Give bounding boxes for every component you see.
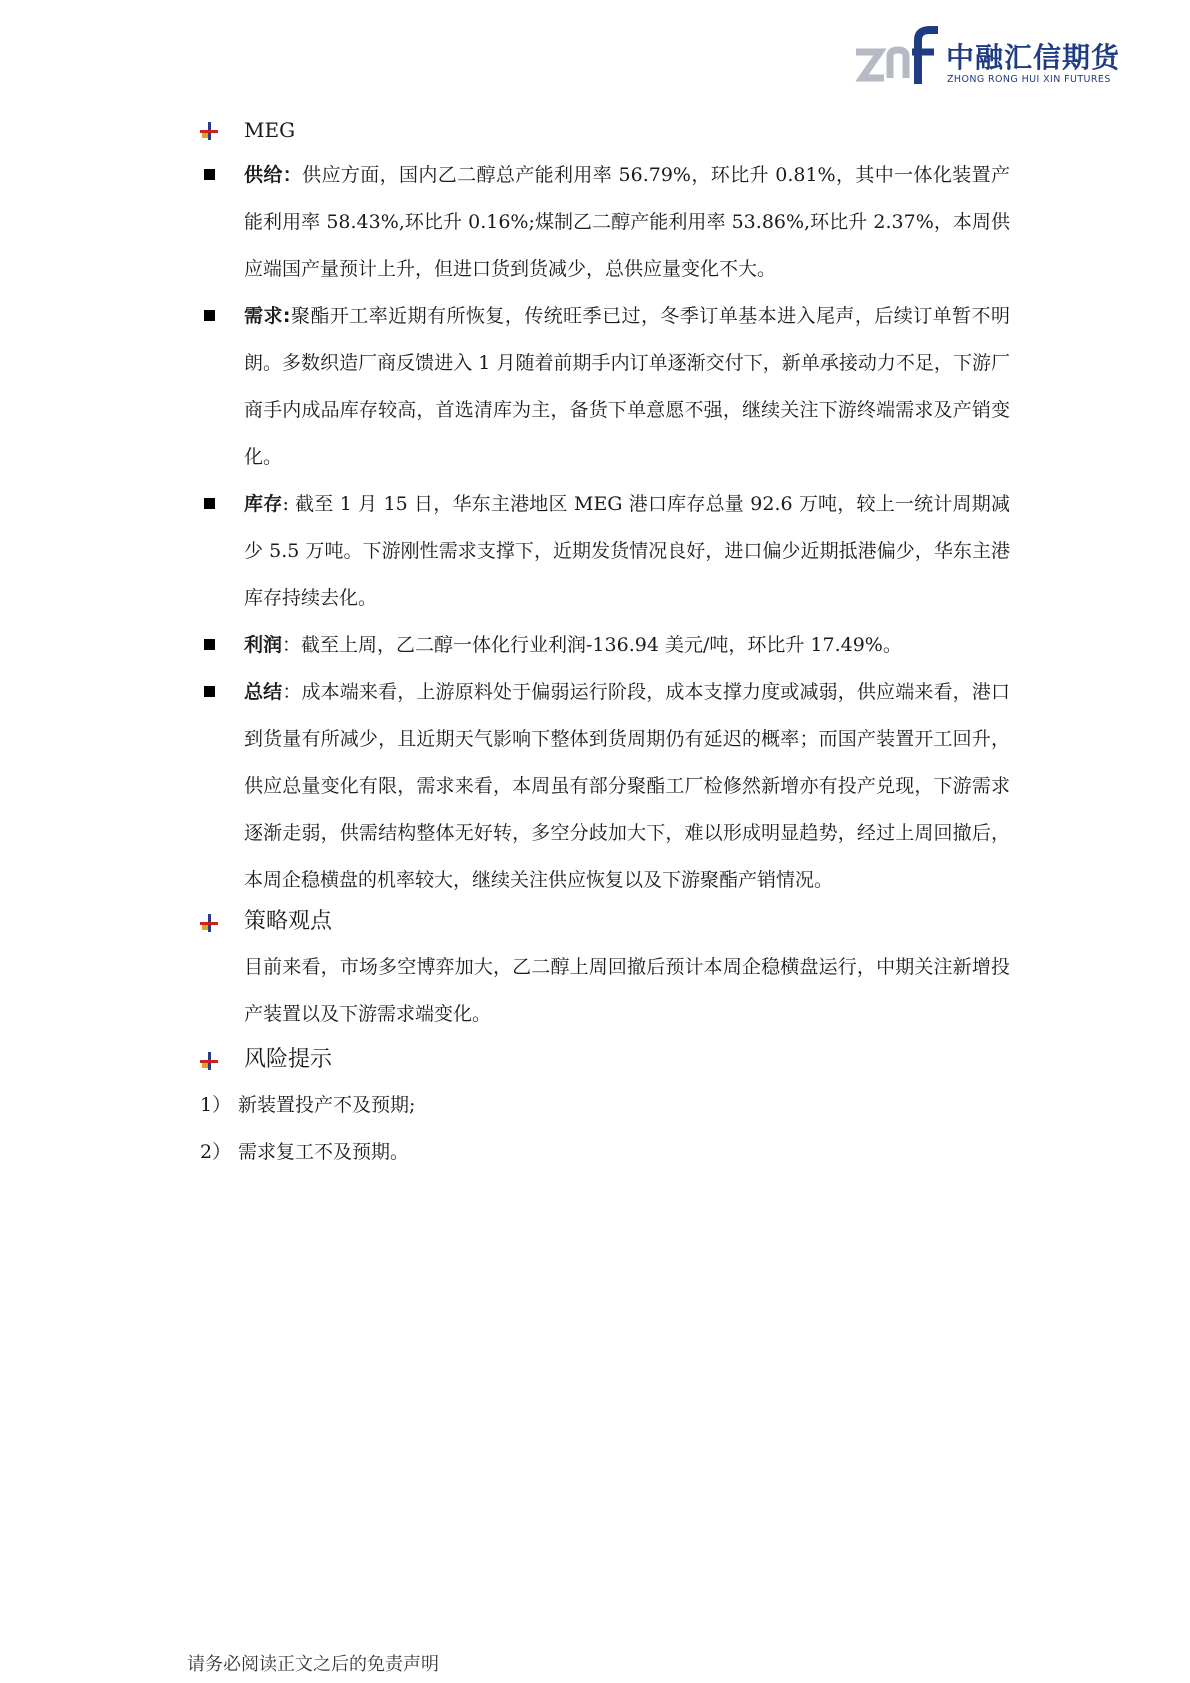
square-bullet-icon <box>204 169 215 180</box>
square-bullet-icon <box>204 686 215 697</box>
section-title: MEG <box>244 118 296 142</box>
section-title: 策略观点 <box>244 909 333 934</box>
logo-english-name: ZHONG RONG HUI XIN FUTURES <box>947 74 1111 85</box>
logo-chinese-name: 中融汇信期货 <box>946 41 1121 74</box>
bullet-demand <box>200 293 1010 481</box>
risk-number: 2） <box>200 1141 232 1163</box>
report-body <box>200 112 1010 1176</box>
bullet-supply <box>200 152 1010 293</box>
risk-text: 需求复工不及预期。 <box>238 1141 410 1163</box>
bullet-inventory <box>200 481 1010 622</box>
bullet-text: 聚酯开工率近期有所恢复，传统旺季已过，冬季订单基本进入尾声，后续订单暂不明朗。多数织造厂商反馈进入 1 月随着前期手内订单逐渐交付下，新单承接动力不足，下游厂商手内成品库存较高，首选清库为主，备货下单意愿不强，继续关注下游终端需求及产销变化。 <box>244 305 1010 468</box>
bullet-text: ：成本端来看，上游原料处于偏弱运行阶段，成本支撑力度或减弱，供应端来看，港口到货量有所减少，且近期天气影响下整体到货周期仍有延迟的概率；而国产装置开工回升，供应总量变化有限，需求来看，本周虽有部分聚酯工厂检修然新增亦有投产兑现，下游需求逐渐走弱，供需结构整体无好转，多空分歧加大下，难以形成明显趋势，经过上周回撤后，本周企稳横盘的机率较大，继续关注供应恢复以及下游聚酯产销情况。 <box>244 681 1010 891</box>
section-heading-meg <box>200 112 1010 148</box>
risk-text: 新装置投产不及预期; <box>238 1094 416 1116</box>
disclaimer-footer: 请务必阅读正文之后的免责声明 <box>187 1654 439 1675</box>
bullet-label: 需求: <box>244 305 291 327</box>
cross-bullet-icon <box>200 122 218 140</box>
cross-bullet-icon <box>200 1052 218 1070</box>
risk-number: 1） <box>200 1094 232 1116</box>
company-logo <box>852 26 1124 90</box>
strategy-paragraph: 目前来看，市场多空博弈加大，乙二醇上周回撤后预计本周企稳横盘运行，中期关注新增投产装置以及下游需求端变化。 <box>244 956 1010 1025</box>
square-bullet-icon <box>204 310 215 321</box>
square-bullet-icon <box>204 639 215 650</box>
bullet-label: 利润 <box>244 634 283 656</box>
risk-item <box>200 1129 1010 1176</box>
bullet-text: ：截至上周，乙二醇一体化行业利润-136.94 美元/吨，环比升 17.49%。 <box>282 634 902 656</box>
bullet-label: 总结 <box>244 681 283 703</box>
section-heading-strategy <box>200 904 1010 940</box>
bullet-summary <box>200 669 1010 904</box>
bullet-profit <box>200 622 1010 669</box>
section-heading-risk <box>200 1042 1010 1078</box>
znf-logo-mark <box>852 26 942 90</box>
section-title: 风险提示 <box>244 1047 333 1072</box>
bullet-label: 库存 <box>244 493 283 515</box>
bullet-text: : 截至 1 月 15 日，华东主港地区 MEG 港口库存总量 92.6 万吨，较上一统计周期减少 5.5 万吨。下游刚性需求支撑下，近期发货情况良好，进口偏少近期抵港偏少，华东主港库存持续去化。 <box>244 493 1010 609</box>
bullet-label: 供给： <box>244 164 303 186</box>
bullet-text: 供应方面，国内乙二醇总产能利用率 56.79%，环比升 0.81%，其中一体化装置产能利用率 58.43%,环比升 0.16%;煤制乙二醇产能利用率 53.86%,环比升 2.37%，本周供应端国产量预计上升，但进口货到货减少，总供应量变化不大。 <box>244 164 1010 280</box>
cross-bullet-icon <box>200 914 218 932</box>
risk-item <box>200 1082 1010 1129</box>
square-bullet-icon <box>204 498 215 509</box>
